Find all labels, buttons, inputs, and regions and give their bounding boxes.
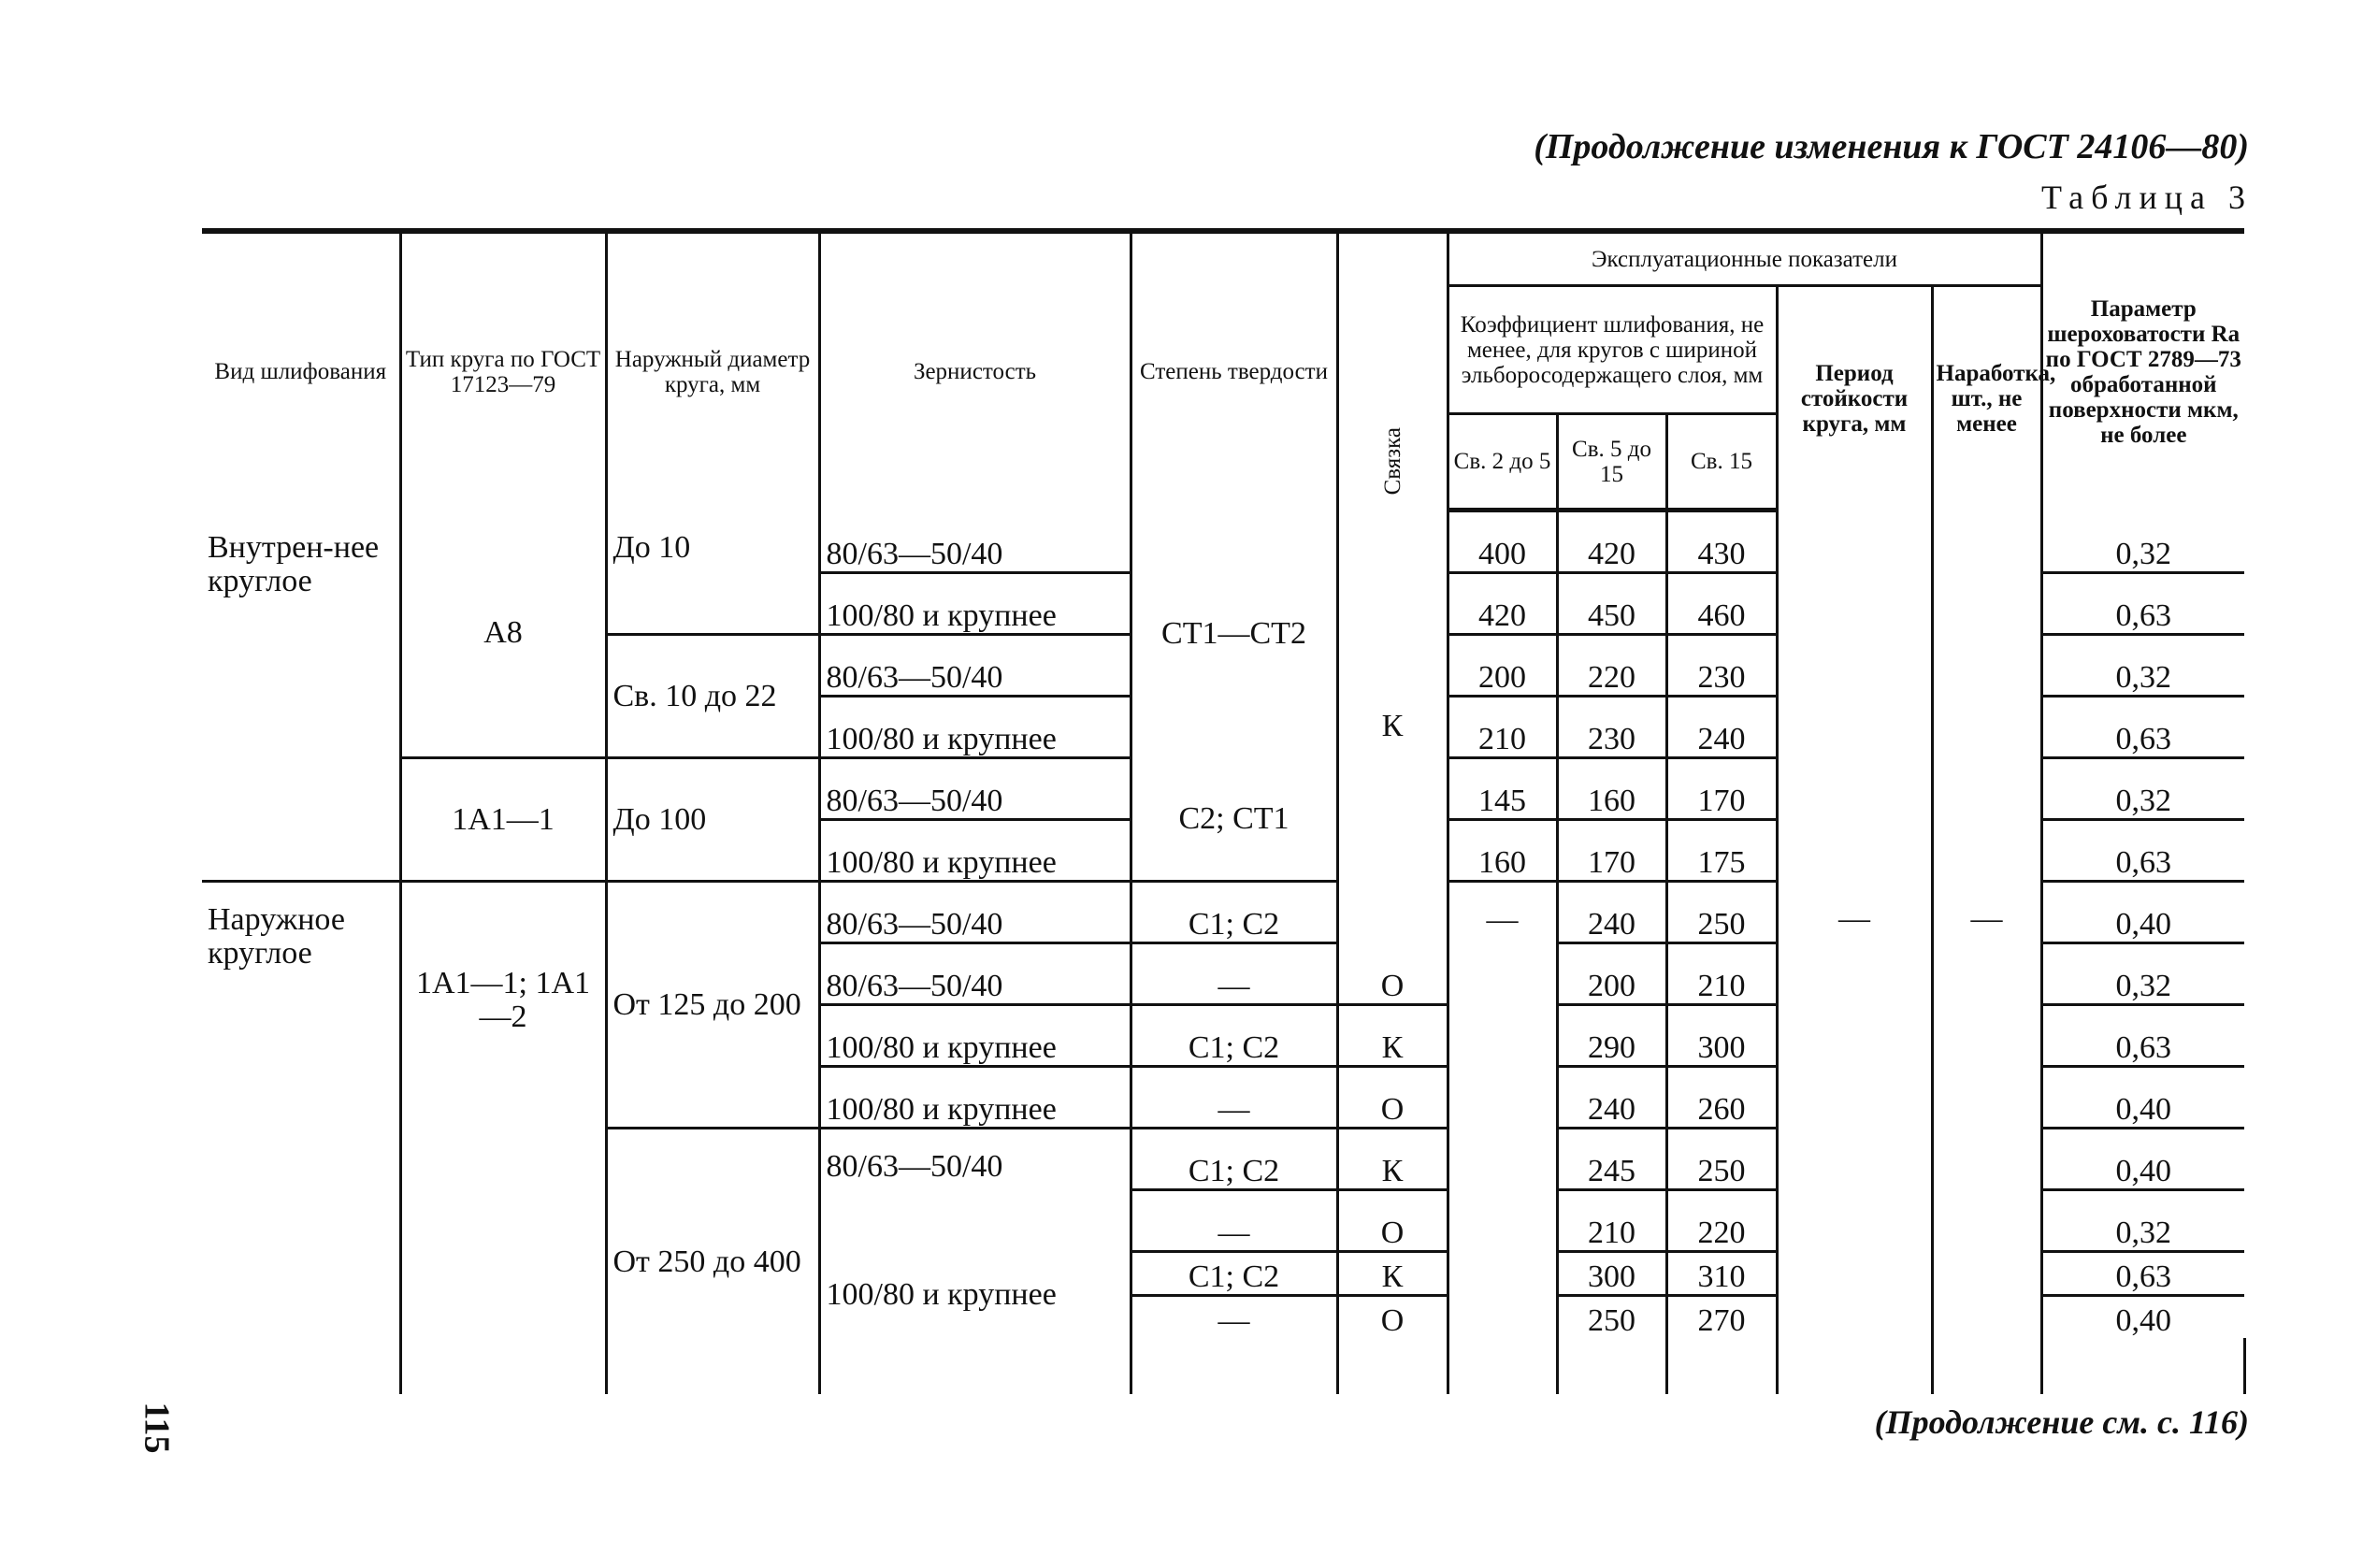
cell-vid: Наружное круглое [202, 882, 400, 1395]
cell-k1: 145 [1448, 758, 1557, 820]
cell-nar: — [1932, 882, 2041, 1395]
header-vid: Вид шлифования [202, 231, 400, 511]
header-grit: Зернистость [819, 231, 1131, 511]
cell-k3: 240 [1666, 697, 1777, 758]
cell-bond: К [1337, 1129, 1448, 1190]
cell-k3: 460 [1666, 573, 1777, 635]
header-k3: Св. 15 [1666, 414, 1777, 511]
cell-period [1777, 511, 1932, 882]
cell-k1: 400 [1448, 511, 1557, 573]
cell-k2: 200 [1557, 943, 1666, 1005]
cell-diam: До 100 [606, 758, 819, 882]
cell-bond: О [1337, 1190, 1448, 1252]
cell-k3: 175 [1666, 820, 1777, 882]
cell-hard: СТ1—СТ2 [1131, 511, 1337, 758]
cell-grit: 80/63—50/40 [819, 635, 1131, 697]
cell-k2: 240 [1557, 1067, 1666, 1129]
spacer [2041, 1338, 2244, 1394]
cell-bond: К [1337, 1252, 1448, 1296]
cell-grit: 80/63—50/40 [819, 758, 1131, 820]
cell-ra: 0,32 [2041, 511, 2244, 573]
cell-k3: 300 [1666, 1005, 1777, 1067]
cell-k3: 430 [1666, 511, 1777, 573]
cell-bond: К [1337, 511, 1448, 943]
cell-k2: 240 [1557, 882, 1666, 943]
cell-diam: От 250 до 400 [606, 1129, 819, 1395]
cell-grit: 100/80 и крупнее [819, 1005, 1131, 1067]
cell-k1: — [1448, 882, 1557, 1395]
cell-grit: 80/63—50/40 [819, 882, 1131, 943]
cell-grit: 80/63—50/40 [819, 1129, 1131, 1252]
cell-hard: — [1131, 1296, 1337, 1339]
cell-bond: О [1337, 1296, 1448, 1339]
cell-hard: — [1131, 1190, 1337, 1252]
cell-hard: С1; С2 [1131, 1252, 1337, 1296]
cell-vid: Внутрен-нее круглое [208, 529, 380, 598]
cell-diam: Св. 10 до 22 [606, 635, 819, 758]
cell-bond: К [1337, 1005, 1448, 1067]
header-k2: Св. 5 до 15 [1557, 414, 1666, 511]
cell-k3: 230 [1666, 635, 1777, 697]
cell-k1: 200 [1448, 635, 1557, 697]
cell-diam: От 125 до 200 [606, 882, 819, 1129]
cell-k2: 245 [1557, 1129, 1666, 1190]
continuation-footer: (Продолжение см. с. 116) [1874, 1403, 2249, 1441]
cell-hard: С2; СТ1 [1131, 758, 1337, 882]
cell-k2: 300 [1557, 1252, 1666, 1296]
cell-k3: 250 [1666, 882, 1777, 943]
cell-grit: 100/80 и крупнее [819, 1067, 1131, 1129]
header-ra: Параметр шероховатости Ra по ГОСТ 2789—73 обработанной поверхности мкм, не более [2041, 231, 2244, 511]
cell-bond: О [1337, 943, 1448, 1005]
cell-period: — [1777, 882, 1932, 1395]
cell-ra: 0,32 [2041, 1190, 2244, 1252]
cell-ra: 0,63 [2041, 1005, 2244, 1067]
cell-ra: 0,63 [2041, 820, 2244, 882]
cell-ra: 0,40 [2041, 1067, 2244, 1129]
cell-ra: 0,63 [2041, 1252, 2244, 1296]
cell-ra: 0,32 [2041, 943, 2244, 1005]
cell-k2: 170 [1557, 820, 1666, 882]
spacer [819, 1338, 1131, 1394]
cell-k3: 260 [1666, 1067, 1777, 1129]
table-row [202, 511, 2250, 573]
cell-hard: С1; С2 [1131, 1129, 1337, 1190]
header-row [202, 231, 2250, 286]
cell-grit: 80/63—50/40 [819, 511, 1131, 573]
header-hard: Степень твердости [1131, 231, 1337, 511]
header-period: Период стойкости круга, мм [1777, 286, 1932, 511]
cell-ra: 0,32 [2041, 758, 2244, 820]
cell-k2: 210 [1557, 1190, 1666, 1252]
cell-ra: 0,63 [2041, 573, 2244, 635]
cell-k2: 450 [1557, 573, 1666, 635]
cell-k2: 420 [1557, 511, 1666, 573]
header-bond [1337, 231, 1448, 511]
cell-hard: С1; С2 [1131, 1005, 1337, 1067]
header-nar: Наработка, шт., не менее [1932, 286, 2041, 511]
cell-hard: — [1131, 1067, 1337, 1129]
cell-k2: 160 [1557, 758, 1666, 820]
cell-tip: А8 [400, 511, 606, 758]
cell-tip: 1А1—1; 1А1—2 [400, 882, 606, 1395]
cell-k3: 310 [1666, 1252, 1777, 1296]
spacer [2247, 1338, 2250, 1394]
table-row [202, 882, 2250, 943]
cell-hard: — [1131, 943, 1337, 1005]
cell-grit: 100/80 и крупнее [819, 573, 1131, 635]
cell-ra: 0,32 [2041, 635, 2244, 697]
cell-ra: 0,40 [2041, 1129, 2244, 1190]
header-k1: Св. 2 до 5 [1448, 414, 1557, 511]
cell-grit: 100/80 и крупнее [819, 820, 1131, 882]
continuation-header: (Продолжение изменения к ГОСТ 24106—80) [1534, 127, 2249, 166]
cell-k3: 270 [1666, 1296, 1777, 1339]
cell-k3: 170 [1666, 758, 1777, 820]
cell-diam: До 10 [606, 511, 819, 635]
table-title: Таблица 3 [2041, 179, 2253, 216]
cell-grit: 80/63—50/40 [819, 943, 1131, 1005]
header-expl: Эксплуатационные показатели [1448, 231, 2041, 286]
spacer [1557, 1338, 1666, 1394]
page-number: 115 [137, 1402, 177, 1454]
cell-k2: 250 [1557, 1296, 1666, 1339]
header-bond-label: Связка [1379, 427, 1405, 496]
cell-k2: 290 [1557, 1005, 1666, 1067]
header-diam: Наружный диаметр круга, мм [606, 231, 819, 511]
cell-bond: О [1337, 1067, 1448, 1129]
spacer [1131, 1338, 1337, 1394]
cell-k1: 420 [1448, 573, 1557, 635]
cell-hard: С1; С2 [1131, 882, 1337, 943]
header-coef: Коэффициент шлифования, не менее, для кругов с шириной эльборосодержащего слоя, мм [1448, 286, 1777, 414]
grinding-wheels-table [202, 228, 2250, 1394]
cell-nar [1932, 511, 2041, 882]
cell-ra: 0,40 [2041, 1296, 2244, 1339]
spacer [1337, 1338, 1448, 1394]
cell-tip: 1А1—1 [400, 758, 606, 882]
cell-k3: 250 [1666, 1129, 1777, 1190]
cell-k2: 230 [1557, 697, 1666, 758]
cell-grit: 100/80 и крупнее [819, 697, 1131, 758]
cell-grit: 100/80 и крупнее [819, 1252, 1131, 1339]
cell-k1: 210 [1448, 697, 1557, 758]
cell-k2: 220 [1557, 635, 1666, 697]
spacer [1666, 1338, 1777, 1394]
cell-ra: 0,40 [2041, 882, 2244, 943]
cell-k3: 220 [1666, 1190, 1777, 1252]
cell-k3: 210 [1666, 943, 1777, 1005]
cell-ra: 0,63 [2041, 697, 2244, 758]
cell-k1: 160 [1448, 820, 1557, 882]
header-tip: Тип круга по ГОСТ 17123—79 [400, 231, 606, 511]
